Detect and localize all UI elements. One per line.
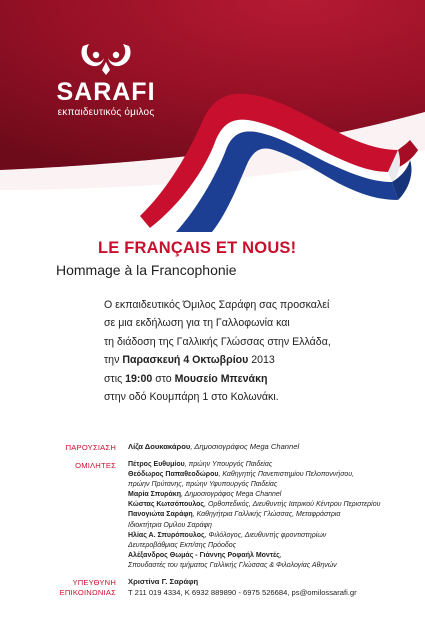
event-subtitle: Hommage à la Francophonie [56,262,237,278]
event-time: 19:00 [125,372,153,385]
speaker-name: Αλέξανδρος Θωμάς - Γιάννης Ροφαήλ Μοντές [128,551,280,559]
speaker-role: , Φιλόλογος, Διευθυντής φροντιστηρίων [204,531,327,539]
venue-prefix: στο [152,372,175,385]
speaker-role: Ιδιοκτήτρια Ομίλου Σαράφη [128,521,212,529]
speaker-name: Θεόδωρος Παπαθεοδώρου [128,471,219,479]
intro-date-line [104,351,404,369]
presenter-name: Λίζα Δουκακάρου [128,442,191,451]
speaker-name: Πέτρος Ευθυμίου [128,461,185,468]
contact-name: Χριστίνα Γ. Σαράφη [128,577,199,586]
event-venue: Μουσείο Μπενάκη [174,372,268,385]
event-title: LE FRANÇAIS ET NOUS! [98,239,297,257]
contact-details: Τ 211 019 4334, Κ 6932 889890 - 6975 526684, ps@omilossarafi.gr [128,587,357,597]
speaker-row [128,480,418,490]
event-date: Παρασκευή 4 Οκτωβρίου [122,354,249,367]
event-year: 2013 [248,354,275,367]
presenter-entry [128,442,299,452]
speaker-role: πρώην Πρύτανης, πρώην Υφυπουργός Παιδείας [128,481,278,489]
contact-label-line: ΥΠΕΥΘΥΝΗ [72,578,116,587]
intro-line: τη διάδοση της Γαλλικής Γλώσσας στην Ελλάδα, [104,335,331,348]
invitation-text [104,296,404,406]
intro-address-line: στην οδό Κουμπάρη 1 στο Κολωνάκι. [104,391,279,404]
contact-entry [128,577,357,598]
speaker-name: Ηλίας Α. Σπυρόπουλος [128,531,205,539]
brand-logo [46,40,166,119]
speaker-row [128,531,418,541]
date-prefix: την [104,354,123,367]
speaker-name: Πανογιώτα Σαράφη [128,511,193,519]
brand-tagline: εκπαιδευτικός όμιλος [57,107,155,118]
speakers-list [128,460,418,571]
time-prefix: στις [104,372,126,385]
speaker-row [128,490,418,500]
intro-venue-line [104,370,404,388]
speakers-label: ΟΜΙΛΗΤΕΣ [75,461,116,470]
speaker-row [128,510,418,520]
speaker-name: Μαρία Σπυράκη [128,491,181,499]
speaker-row [128,460,418,470]
speaker-row [128,551,418,561]
speaker-role: Δευτεροβάθμιας Εκπ/σης Πρόοδος [128,541,237,549]
speaker-row [128,561,418,571]
presenter-role: , Δημοσιογράφος Mega Channel [190,442,300,451]
speaker-role: , Καθηγητής Πανεπιστημίου Πελοποννήσου, [218,471,355,479]
speaker-row [128,500,418,510]
speaker-role: , πρώην Υπουργός Παιδείας [184,461,273,468]
speaker-role: , [279,551,282,559]
intro-line: σε μια εκδήλωση για τη Γαλλοφωνία και [104,317,290,330]
owl-mark-icon [75,40,137,76]
speaker-row [128,470,418,480]
intro-line: Ο εκπαιδευτικός Όμιλος Σαράφη σας προσκαλεί [104,299,330,311]
presenter-label: ΠΑΡΟΥΣΙΑΣΗ [65,443,116,452]
speaker-row [128,521,418,531]
brand-name: SARAFI [56,78,156,106]
speaker-role: , Ορθοπεδικός, Διευθυντής Ιατρικού Κέντρου Περιστερίου [204,501,381,509]
contact-label-line: ΕΠΙΚΟΙΝΩΝΙΑΣ [59,588,116,597]
speaker-role: , Δημοσιογράφος Mega Channel [181,491,282,499]
contact-label [0,578,116,598]
speaker-name: Κώστας Κωτσόπουλος [128,501,205,509]
speaker-role: Σπουδαστές του τμήματος Γαλλικής Γλώσσας & Φιλολογίας Αθηνών [128,561,337,569]
speaker-row [128,541,418,551]
speaker-role: , Καθηγήτρια Γαλλικής Γλώσσας, Μεταφράστρια [192,511,341,519]
